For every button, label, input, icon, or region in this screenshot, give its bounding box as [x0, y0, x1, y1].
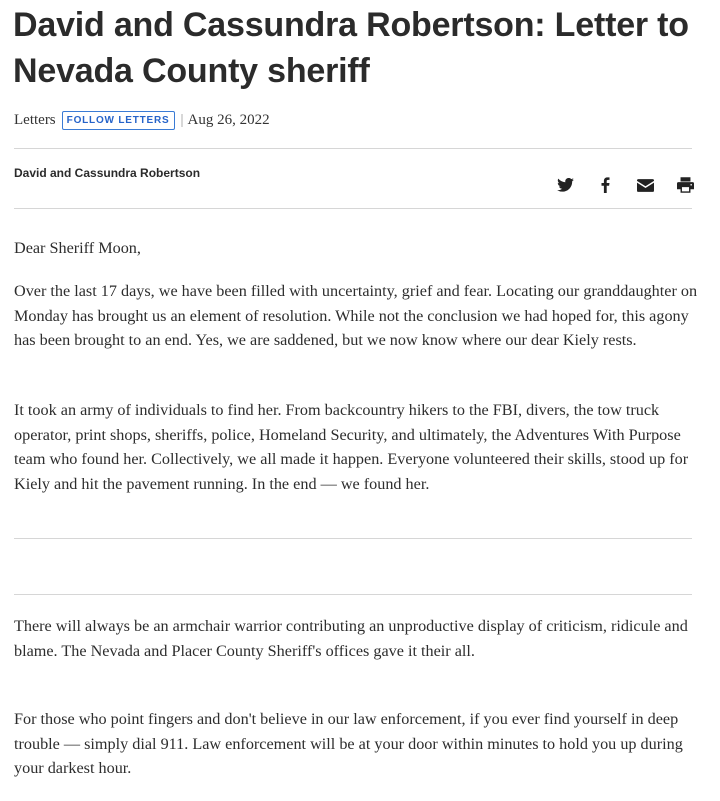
letter-paragraph: There will always be an armchair warrior contributing an unproductive display of criticism, ridicule and blame. The Nevada and Placer County Sheriff's offices gave it their all.: [14, 617, 688, 660]
print-icon[interactable]: [675, 175, 695, 195]
section-link[interactable]: Letters: [14, 111, 56, 128]
meta-separator: |: [180, 111, 184, 128]
letter-paragraph: For those who point fingers and don't believe in our law enforcement, if you ever find yourself in deep trouble — simply dial 911. Law enforcement will be at your door within minutes to hold you up during your darkest hour.: [14, 710, 683, 778]
divider: [14, 148, 692, 149]
follow-letters-button[interactable]: FOLLOW LETTERS: [62, 111, 175, 130]
publish-date: Aug 26, 2022: [187, 111, 270, 128]
facebook-icon[interactable]: [595, 175, 615, 195]
letter-salutation: Dear Sheriff Moon,: [14, 239, 141, 257]
article-headline: David and Cassundra Robertson: Letter to Nevada County sheriff: [13, 6, 689, 90]
email-icon[interactable]: [635, 175, 655, 195]
divider: [14, 594, 692, 595]
divider: [14, 538, 692, 539]
divider: [14, 208, 692, 209]
letter-paragraph: Over the last 17 days, we have been filled with uncertainty, grief and fear. Locating our granddaughter on Monday has brought us an element of resolution. While not the conclusion we had hoped for, this agony has been brought to an end. Yes, we are saddened, but we now know where our dear Kiely rests.: [14, 282, 698, 350]
author-byline: David and Cassundra Robertson: [14, 166, 201, 180]
article-meta: [14, 109, 270, 131]
letter-paragraph: It took an army of individuals to find her. From backcountry hikers to the FBI, divers, the tow truck operator, print shops, sheriffs, police, Homeland Security, and ultimately, the Adventures With Purpose team who found her. Collectively, we all made it happen. Everyone volunteered their skills, stood up for Kiely and hit the pavement running. In the end — we found her.: [14, 401, 689, 493]
twitter-icon[interactable]: [555, 175, 575, 195]
share-toolbar: [555, 175, 695, 195]
